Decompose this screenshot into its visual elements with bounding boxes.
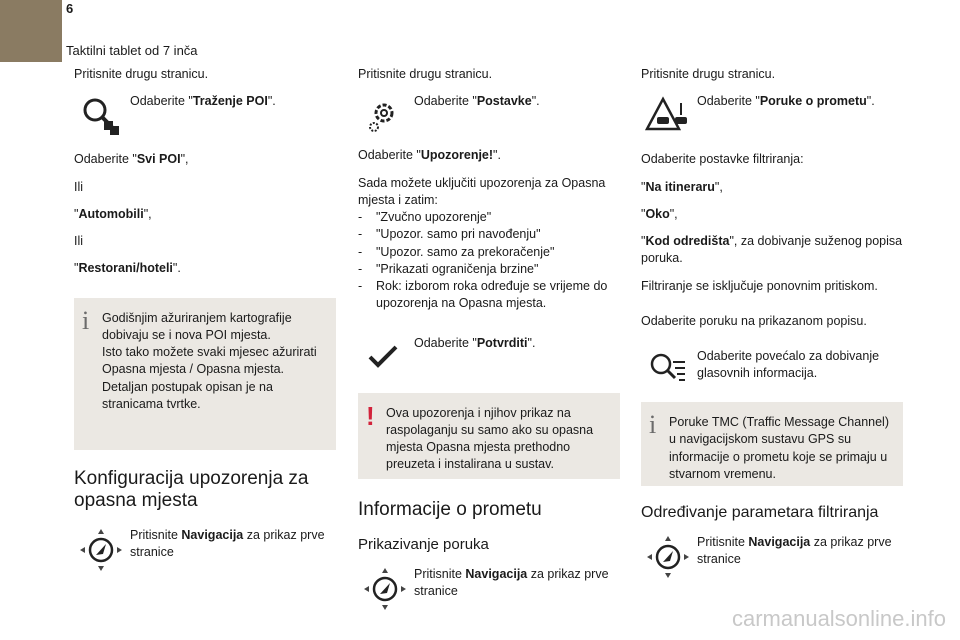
step-traffic-messages [641,93,903,137]
page-number: 6 [66,1,74,16]
warning-box [358,393,620,479]
step-text: Odaberite "Postavke". [414,94,540,109]
step-text: Pritisnite Navigacija za prikaz prve stranice [130,528,325,560]
intro-text: Pritisnite drugu stranicu. [358,67,493,81]
option-svi-poi: Odaberite "Svi POI", [74,152,189,167]
step-navigation [358,566,620,610]
step-settings [358,93,620,137]
option-oko: "Oko", [641,206,678,221]
step-text: Pritisnite Navigacija za prikaz prve stranice [697,535,892,567]
option-restorani: "Restorani/hoteli". [74,261,181,276]
page-tab [0,0,62,62]
magnifier-list-icon [645,348,691,394]
info-line: Godišnjim ažuriranjem kartografije dobivaju se i nova POI mjesta. [102,310,292,342]
option-kod-odredista: "Kod odredišta", za dobivanje suženog popisa poruka. [641,234,903,266]
list-item: - "Upozor. samo za prekoračenje" [358,244,620,261]
step-poi-search [74,93,336,137]
section-heading: Informacije o prometu [358,498,542,520]
option-na-itineraru: "Na itineraru", [641,179,723,194]
info-line: Detaljan postupak opisan je na stranicama tvrtke. [102,379,273,411]
or-text: Ili [74,234,84,248]
info-icon: i [82,305,90,335]
warning-text: Ova upozorenja i njihov prikaz na raspolaganju su samo ako su opasna mjesta Opasna mjesta prethodno preuzeta i instalirana u sustav. [386,405,594,472]
info-text: Poruke TMC (Traffic Message Channel) u navigacijskom sustavu GPS su informacije o prometu koje se primaju u stvarnom vremenu. [669,415,889,481]
select-message-text: Odaberite poruku na prikazanom popisu. [641,313,867,328]
filter-intro: Odaberite postavke filtriranja: [641,152,804,167]
options-list [358,209,620,313]
warning-icon: ! [366,400,375,431]
option-automobili: "Automobili", [74,206,152,221]
option-upozorenje: Odaberite "Upozorenje!". [358,148,501,163]
gear-icon [362,93,408,139]
poi-search-icon [78,93,124,139]
info-icon: i [649,410,657,439]
step-text: Odaberite povećalo za dobivanje glasovnih informacija. [697,349,880,381]
info-line: Isto tako možete svaki mjesec ažurirati Opasna mjesta / Opasna mjesta. [102,345,317,377]
intro-text: Pritisnite drugu stranicu. [74,67,209,81]
step-confirm [358,335,620,379]
checkmark-icon [362,335,408,381]
step-navigation [641,534,903,578]
step-text: Odaberite "Potvrditi". [414,335,536,350]
section-subheading: Prikazivanje poruka [358,536,489,554]
navigation-icon [362,566,408,612]
list-item: - "Zvučno upozorenje" [358,209,620,226]
navigation-icon [78,527,124,573]
list-item: - "Upozor. samo pri navođenju" [358,226,620,243]
column-2 [358,66,620,620]
step-navigation [74,527,336,571]
section-heading: Određivanje parametara filtriranja [641,504,879,521]
step-magnifier [641,348,903,392]
page-header-title: Taktilni tablet od 7 inča [66,43,198,58]
filter-off-text: Filtriranje se isključuje ponovnim pritiskom. [641,278,878,293]
traffic-warning-icon [645,93,691,139]
or-text: Ili [74,179,84,194]
navigation-icon [645,534,691,580]
column-3 [641,66,903,588]
intro-text: Pritisnite drugu stranicu. [641,67,776,81]
column-1 [74,66,336,581]
paragraph: Sada možete uključiti upozorenja za Opasna mjesta i zatim: [358,175,606,207]
watermark: carmanualsonline.info [731,605,946,631]
section-heading: Konfiguracija upozorenja za opasna mjesta [74,467,309,512]
list-item: - "Prikazati ograničenja brzine" [358,261,620,278]
step-text: Odaberite "Poruke o prometu". [697,94,875,109]
info-box [74,298,336,450]
step-text: Odaberite "Traženje POI". [130,94,276,109]
step-text: Pritisnite Navigacija za prikaz prve stranice [414,566,609,599]
list-item: - Rok: izborom roka određuje se vrijeme do upozorenja na Opasna mjesta. [358,278,620,313]
info-box [641,402,903,486]
